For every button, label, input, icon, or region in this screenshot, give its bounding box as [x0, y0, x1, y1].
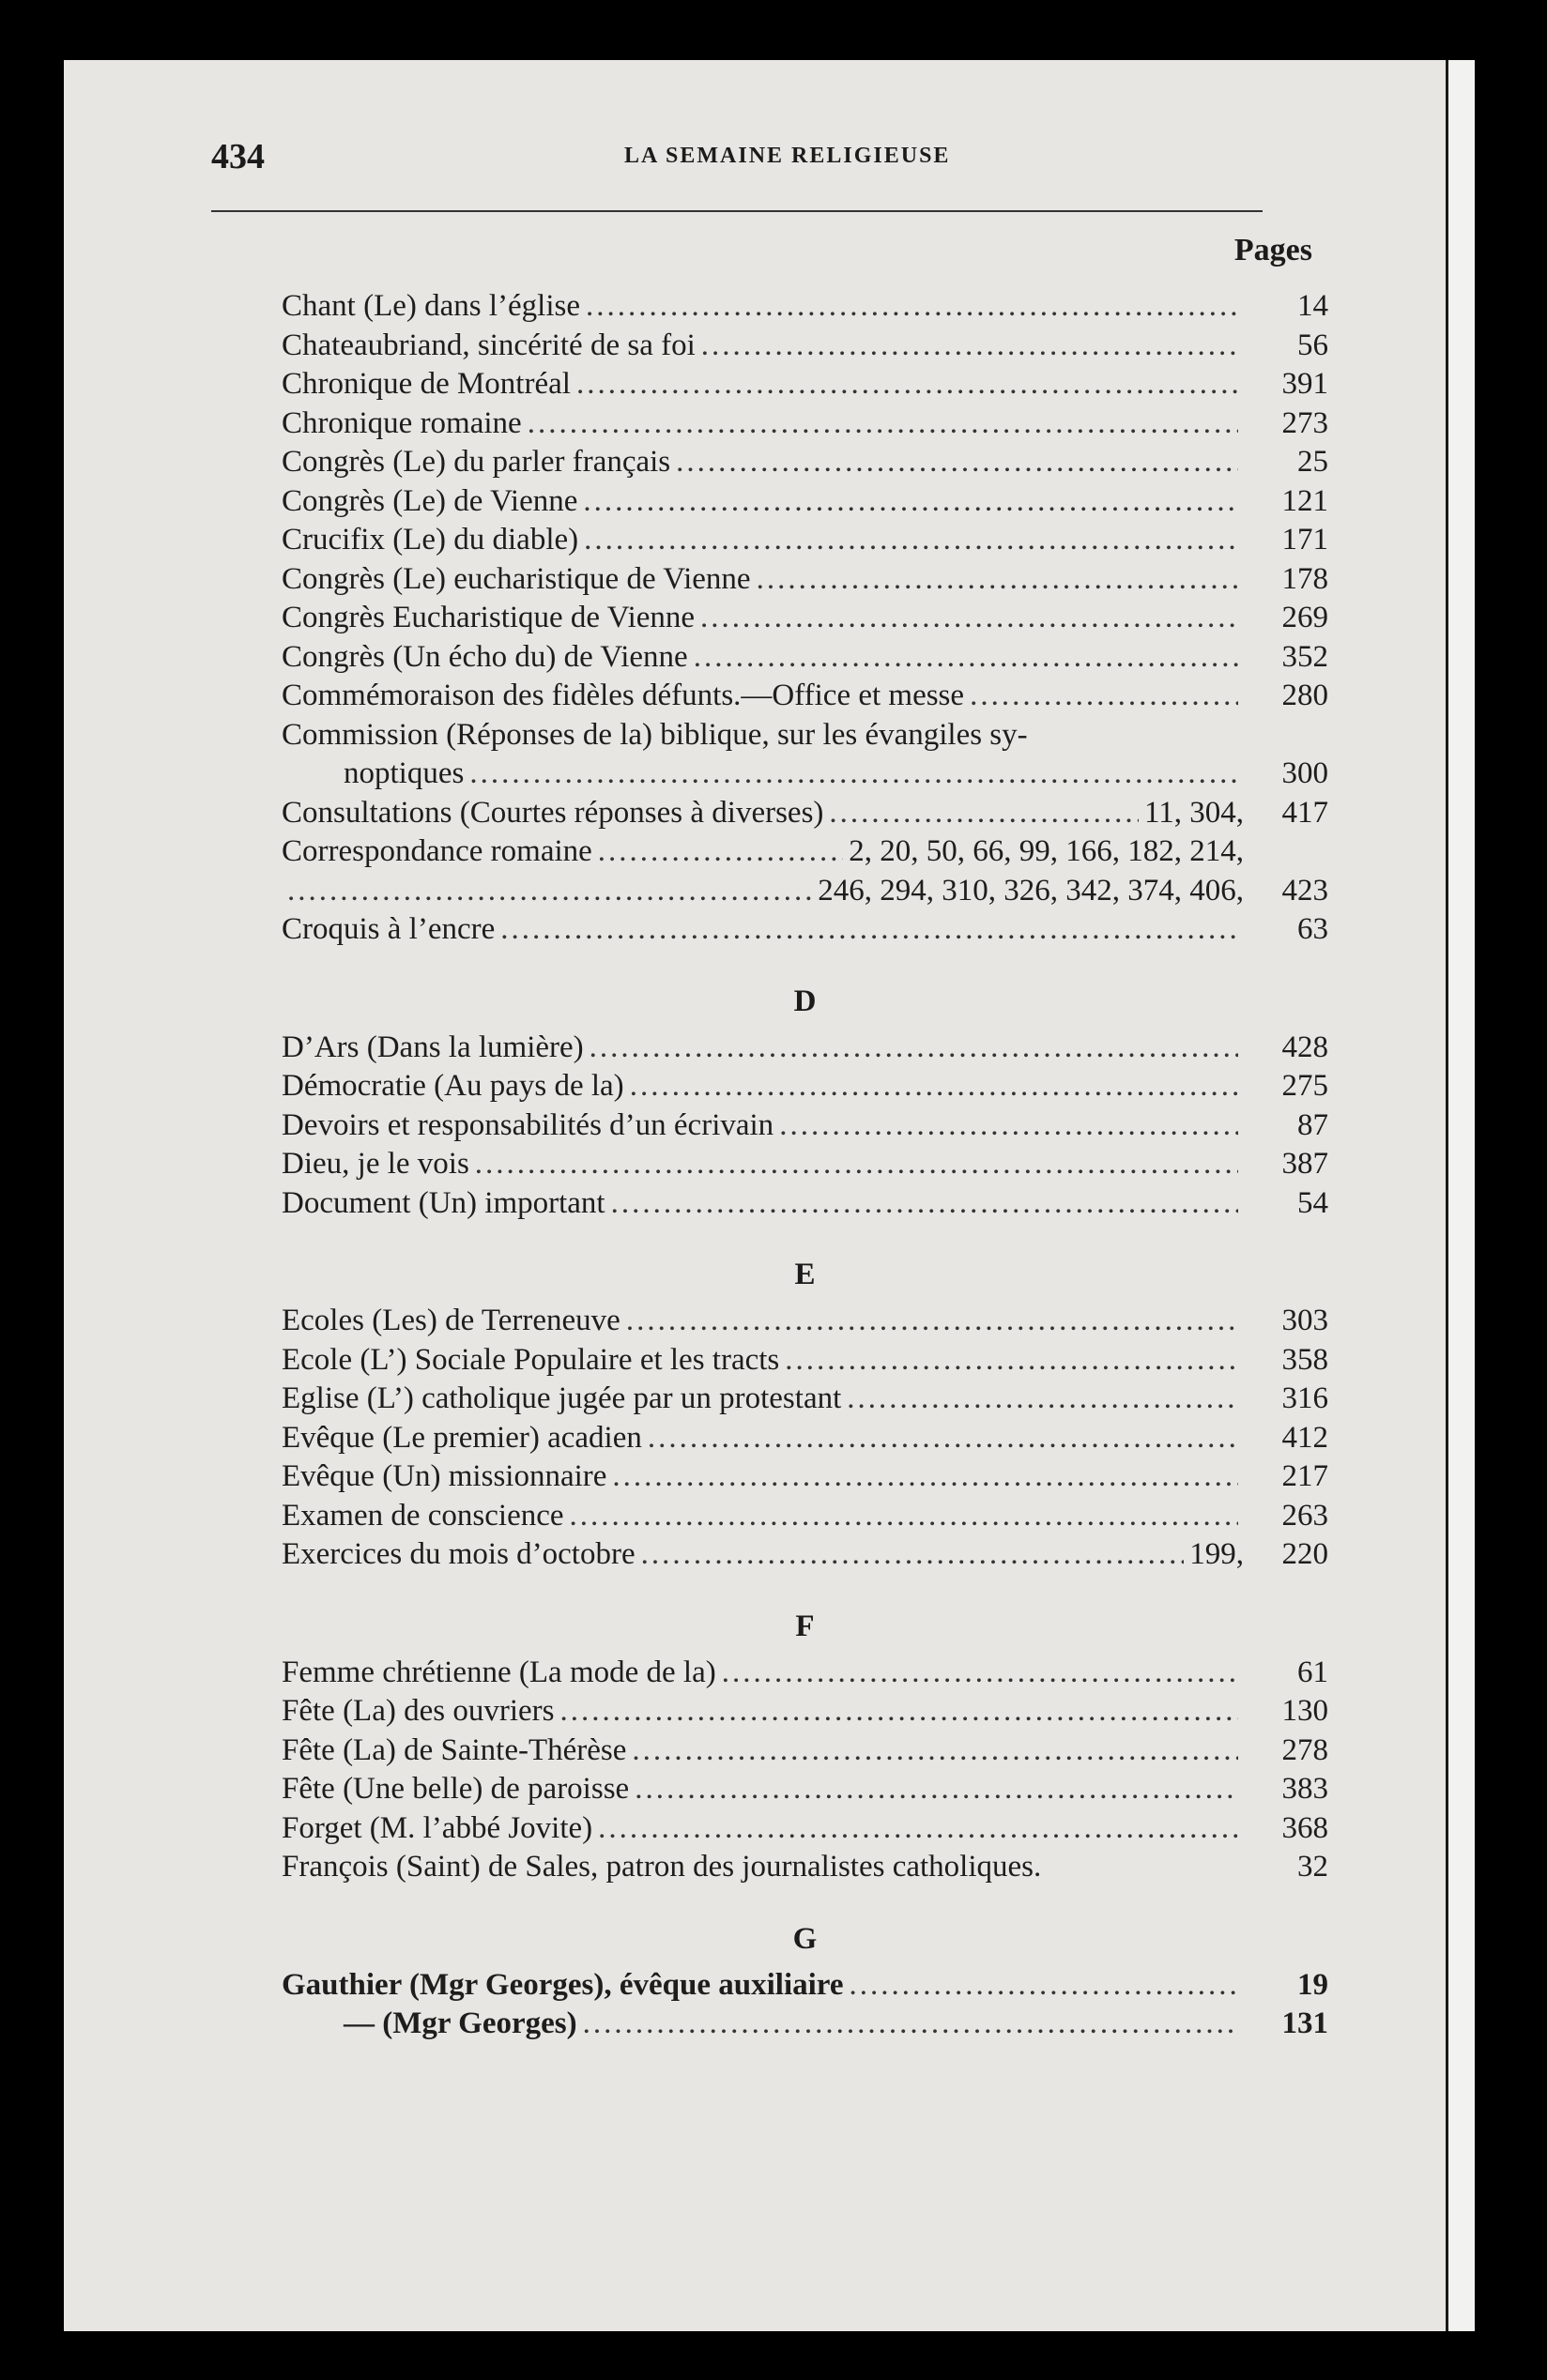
index-entry	[282, 1069, 1328, 1108]
index-entry	[282, 1733, 1328, 1773]
entry-page-number: 303	[1281, 1304, 1328, 1337]
entry-page-number: 178	[1281, 561, 1328, 596]
entry-title: Femme chrétienne (La mode de la)	[282, 1655, 716, 1689]
entry-title: Examen de conscience	[282, 1498, 564, 1533]
entry-title: Devoirs et responsabilités d’un écrivain	[282, 1107, 774, 1142]
entry-title: Document (Un) important	[282, 1185, 605, 1220]
entry-title: Démocratie (Au pays de la)	[282, 1069, 624, 1103]
entry-title: D’Ars (Dans la lumière)	[282, 1030, 584, 1064]
dot-leader	[722, 1655, 1238, 1690]
index-entry	[282, 1499, 1328, 1538]
dot-leader	[528, 406, 1238, 441]
entry-title: Evêque (Le premier) acadien	[282, 1420, 642, 1455]
entry-page-number: 417	[1281, 795, 1328, 830]
section-letter: D	[793, 984, 817, 1018]
dot-leader	[590, 1030, 1238, 1065]
dot-leader	[632, 1733, 1238, 1768]
index-entry	[282, 718, 1328, 757]
entry-page-number: 428	[1281, 1030, 1328, 1064]
section-letter: F	[795, 1609, 815, 1643]
index-entry	[282, 367, 1328, 406]
entry-page-number: 32	[1297, 1850, 1328, 1884]
index-entry	[282, 756, 1328, 796]
entry-page-number: 412	[1281, 1420, 1328, 1455]
entry-page-references: 2, 20, 50, 66, 99, 166, 182, 214,	[849, 834, 1244, 868]
entry-page-number: 61	[1297, 1655, 1328, 1689]
entry-title: Eglise (L’) catholique jugée par un protestant	[282, 1381, 842, 1415]
entry-page-number: 358	[1281, 1342, 1328, 1377]
entry-page-number: 423	[1281, 873, 1328, 908]
entry-page-number: 56	[1297, 328, 1328, 362]
header-rule	[211, 210, 1263, 212]
dot-leader	[469, 756, 1238, 791]
pages-column-label: Pages	[1233, 233, 1312, 267]
entry-title: Commémoraison des fidèles défunts.—Office et messe	[282, 679, 965, 712]
entry-title: François (Saint) de Sales, patron des journalistes catholiques.	[282, 1850, 1042, 1884]
index-entry	[282, 289, 1328, 328]
index-entry	[282, 562, 1328, 602]
dot-leader	[598, 1811, 1238, 1846]
index-entry	[282, 679, 1328, 718]
entry-page-number: 220	[1281, 1537, 1328, 1571]
entry-page-number: 316	[1281, 1381, 1328, 1415]
index-entry	[282, 1186, 1328, 1226]
dot-leader	[785, 1343, 1238, 1378]
dot-leader	[700, 601, 1238, 635]
index-entry	[282, 796, 1328, 835]
index-list	[282, 289, 1328, 2046]
dot-leader	[779, 1108, 1238, 1143]
index-entry	[282, 523, 1328, 562]
entry-page-number: 280	[1281, 679, 1328, 712]
entry-page-number: 352	[1281, 639, 1328, 674]
entry-title: Congrès (Le) du parler français	[282, 445, 671, 479]
entry-page-number: 63	[1297, 912, 1328, 946]
index-entry	[282, 1537, 1328, 1577]
dot-leader	[829, 796, 1139, 831]
entry-title: Croquis à l’encre	[282, 912, 496, 946]
entry-page-number: 25	[1297, 445, 1328, 479]
entry-page-number: 121	[1281, 483, 1328, 518]
index-entry	[282, 1459, 1328, 1499]
entry-title: Dieu, je le vois	[282, 1147, 469, 1181]
dot-leader	[970, 679, 1238, 713]
entry-page-number: 391	[1281, 367, 1328, 401]
dot-leader	[611, 1186, 1238, 1221]
entry-title: Congrès Eucharistique de Vienne	[282, 601, 696, 634]
entry-title: Ecoles (Les) de Terreneuve	[282, 1304, 620, 1337]
dot-leader	[287, 874, 812, 908]
entry-page-number: 171	[1281, 523, 1328, 557]
entry-title: Commission (Réponses de la) biblique, sur les évangiles sy-	[282, 717, 1028, 752]
entry-page-number: 130	[1281, 1694, 1328, 1728]
entry-title: Evêque (Un) missionnaire	[282, 1459, 607, 1493]
entry-page-number: 275	[1281, 1069, 1328, 1103]
entry-page-number: 263	[1281, 1498, 1328, 1533]
entry-title: Correspondance romaine	[282, 834, 592, 868]
index-entry	[282, 1030, 1328, 1070]
dot-leader	[559, 1694, 1238, 1729]
index-entry	[282, 1655, 1328, 1695]
dot-leader	[641, 1537, 1185, 1572]
index-entry	[282, 445, 1328, 484]
index-entry	[282, 1108, 1328, 1148]
entry-title: Chronique de Montréal	[282, 367, 571, 401]
dot-leader	[676, 445, 1238, 480]
dot-leader	[757, 562, 1238, 597]
entry-title: Crucifix (Le) du diable)	[282, 523, 579, 557]
index-entry	[282, 1304, 1328, 1343]
dot-leader	[612, 1459, 1238, 1494]
section-letter: E	[794, 1258, 816, 1291]
dot-leader	[500, 912, 1238, 947]
entry-page-number: 269	[1281, 601, 1328, 634]
index-entry	[282, 1694, 1328, 1733]
index-entry	[282, 406, 1328, 446]
index-entry	[282, 1772, 1328, 1811]
dot-leader	[849, 1968, 1238, 2003]
index-entry	[282, 1343, 1328, 1382]
entry-title: Gauthier (Mgr Georges), évêque auxiliaire	[282, 1967, 844, 2002]
dot-leader	[584, 523, 1238, 557]
index-entry	[282, 874, 1328, 913]
entry-page-number: 273	[1281, 405, 1328, 440]
entry-title: Chateaubriand, sincérité de sa foi	[282, 328, 696, 362]
entry-title: Fête (Une belle) de paroisse	[282, 1772, 630, 1806]
dot-leader	[598, 834, 843, 869]
index-entry	[282, 640, 1328, 679]
index-entry	[282, 1147, 1328, 1186]
entry-page-number: 368	[1281, 1810, 1328, 1845]
entry-page-number: 87	[1297, 1107, 1328, 1142]
dot-leader	[635, 1772, 1238, 1807]
entry-page-references: 246, 294, 310, 326, 342, 374, 406,	[818, 873, 1244, 908]
dot-leader	[586, 289, 1238, 324]
entry-page-number: 300	[1281, 756, 1328, 790]
dot-leader	[630, 1069, 1238, 1104]
dot-leader	[576, 367, 1238, 402]
dot-leader	[583, 484, 1238, 519]
dot-leader	[626, 1304, 1238, 1338]
index-entry	[282, 484, 1328, 524]
entry-page-number: 217	[1281, 1459, 1328, 1493]
entry-title: Chant (Le) dans l’église	[282, 289, 580, 323]
index-entry	[282, 834, 1328, 874]
index-entry	[282, 2006, 1328, 2046]
entry-page-references: 199,	[1189, 1537, 1244, 1571]
entry-page-number: 131	[1281, 2006, 1328, 2040]
entry-title: Fête (La) de Sainte-Thérèse	[282, 1732, 627, 1767]
entry-title: — (Mgr Georges)	[344, 2006, 577, 2040]
entry-title: Fête (La) des ouvriers	[282, 1694, 555, 1728]
index-entry	[282, 1381, 1328, 1421]
entry-page-number: 383	[1281, 1772, 1328, 1806]
index-entry	[282, 1811, 1328, 1851]
entry-title: Chronique romaine	[282, 405, 522, 440]
index-entry	[282, 1968, 1328, 2007]
running-title: LA SEMAINE RELIGIEUSE	[624, 144, 951, 168]
section-letter: G	[792, 1921, 818, 1956]
dot-leader	[570, 1499, 1238, 1533]
index-entry	[282, 328, 1328, 368]
entry-title: Congrès (Le) eucharistique de Vienne	[282, 561, 751, 596]
index-entry	[282, 912, 1328, 952]
entry-title: Congrès (Le) de Vienne	[282, 483, 578, 518]
dot-leader	[701, 328, 1238, 363]
entry-title: noptiques	[344, 756, 465, 790]
page-spine-edge	[1446, 60, 1475, 2331]
dot-leader	[475, 1147, 1238, 1182]
dot-leader	[648, 1421, 1238, 1456]
entry-page-number: 14	[1297, 289, 1328, 323]
entry-title: Consultations (Courtes réponses à diverses)	[282, 795, 824, 830]
dot-leader	[694, 640, 1238, 675]
dot-leader	[847, 1381, 1238, 1416]
entry-page-references: 11, 304,	[1143, 795, 1244, 830]
entry-title: Congrès (Un écho du) de Vienne	[282, 639, 688, 674]
entry-page-number: 54	[1297, 1185, 1328, 1220]
page-header	[211, 136, 1291, 174]
index-entry	[282, 601, 1328, 640]
dot-leader	[583, 2006, 1238, 2041]
entry-title: Forget (M. l’abbé Jovite)	[282, 1810, 593, 1845]
entry-title: Ecole (L’) Sociale Populaire et les tracts	[282, 1342, 780, 1377]
entry-page-number: 278	[1281, 1732, 1328, 1767]
page-number: 434	[211, 137, 265, 176]
entry-page-number: 387	[1281, 1147, 1328, 1181]
entry-title: Exercices du mois d’octobre	[282, 1537, 636, 1571]
index-entry	[282, 1421, 1328, 1460]
entry-page-number: 19	[1297, 1967, 1328, 2002]
index-entry	[282, 1850, 1328, 1889]
